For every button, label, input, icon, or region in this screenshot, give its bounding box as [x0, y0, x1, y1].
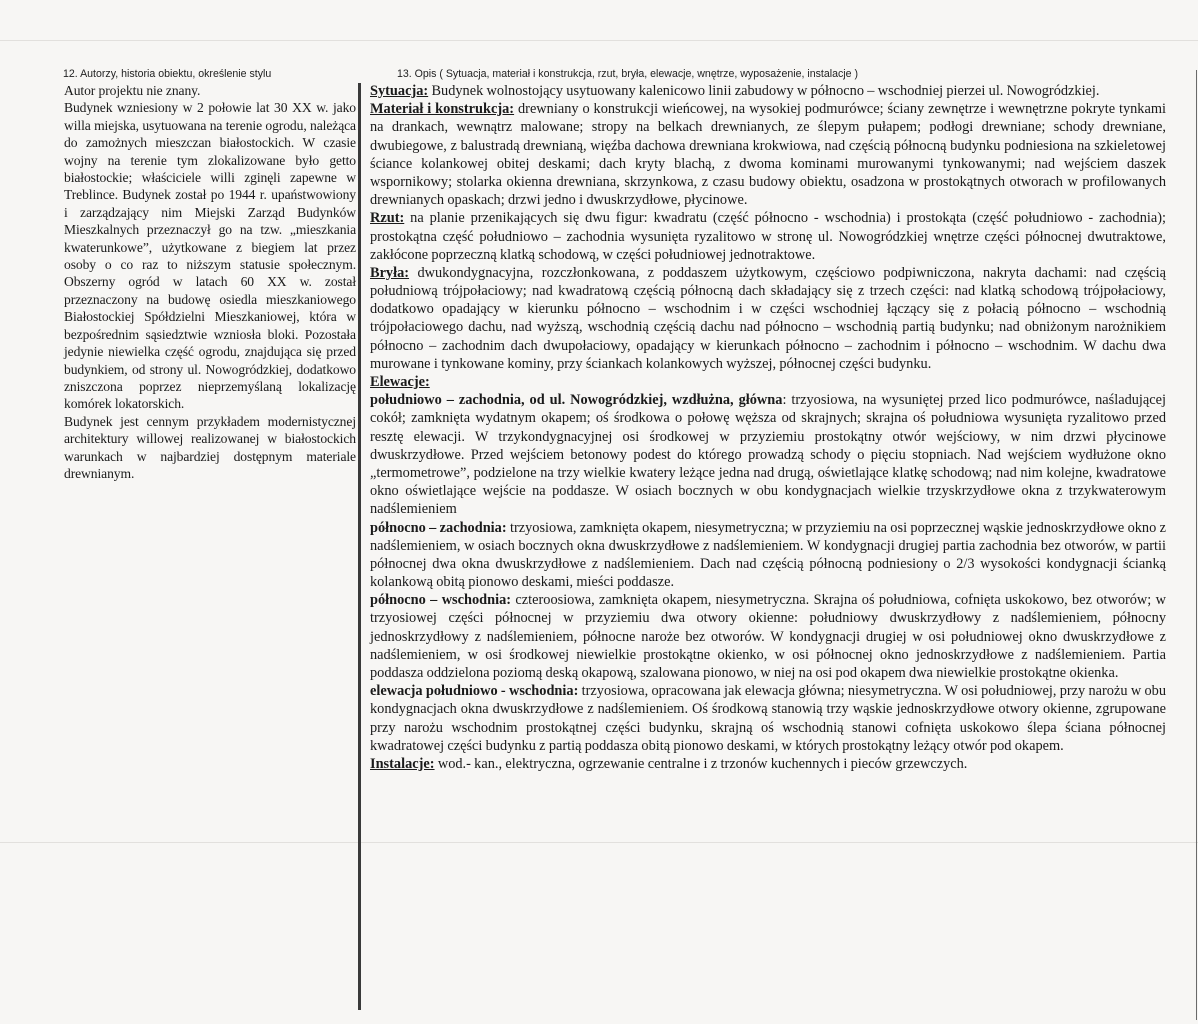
- paper-fold-line: [0, 40, 1198, 41]
- rzut-text: na planie przenikających się dwu figur: kwadratu (część północno - wschodnia) i prostokąta (część południowo - zachodnia); prostokątna część południowo – zachodnia wysunięta ryzalitowo w stronę ul. Nowogródzkiej wnętrze części północnej dwutraktowe, zakłócone poprzeczną klatką schodową, w części południowej jednotraktowe.: [370, 210, 1166, 263]
- material-heading: Materiał i konstrukcja:: [370, 101, 515, 118]
- elevation-sw: [370, 391, 1166, 518]
- elevation-se-heading: elewacja południowo - wschodnia:: [370, 683, 579, 700]
- section-instalacje: [370, 755, 1166, 773]
- elevation-se: [370, 682, 1166, 755]
- section-sytuacja: [370, 82, 1166, 100]
- elevation-sw-text: : trzyosiowa, na wysuniętej przed lico podmurówce, naśladującej cokół; zamknięta wydatnym okapem; oś środkowa o połowę węższa od skrajnych; skrajna oś południowa wysunięta ryzalitowo przed resztę elewacji. W trzykondygnacyjnej osi środkowej w przyziemiu prostokątny otwór wejściowy, w nim drzwi płycinowe dwuskrzydłowe. Przed wejściem betonowy podest do którego prowadzą schody o pięciu stopniach. Nad wejściem wydłużone okno „termometrowe”, podzielone na trzy wielkie kwatery leżące jedna nad drugą, oświetlające klatkę schodową; nad nim kolejne, kwadratowe okno oświetlające wejście na poddasze. W osiach bocznych w obu kondygnacjach wielkie trzyskrzydłowe okna z trzykwaterowym nadślemieniem: [370, 392, 1166, 518]
- elevation-nw-heading: północno – zachodnia:: [370, 519, 507, 536]
- elevation-ne-heading: północno – wschodnia:: [370, 592, 512, 609]
- elevation-nw: [370, 519, 1166, 592]
- section-elewacje: [370, 373, 1166, 391]
- history-column: [64, 82, 356, 482]
- history-paragraph: Budynek wzniesiony w 2 połowie lat 30 XX w. jako willa miejska, usytuowana na terenie ogrodu, należąca do zamożnych mieszczan białostockich. W czasie wojny na terenie tym zlokalizowane było getto białostockie; właściciele willi zginęli zapewne w Treblince. Budynek został po 1944 r. upaństwowiony i zarządzający nim Miejski Zarząd Budynków Mieszkalnych przeznaczył go na tzw. „mieszkania kwaterunkowe”, użytkowane z biegiem lat przez osoby o co raz to niższym statusie społecznym. Obszerny ogród w latach 60 XX w. został przeznaczony na budowę osiedla mieszkaniowego Białostockiej Spółdzielni Mieszkaniowej, która w bezpośrednim sąsiedztwie wzniosła bloki. Pozostała jedynie niewielka część ogrodu, znajdująca się przed budynkiem, od strony ul. Nowogródzkiej, dodatkowo zniszczona poprzez nieprzemyślaną lokalizację komórek lokatorskich.: [64, 100, 356, 412]
- paper-fold-line: [0, 842, 1198, 843]
- material-text: drewniany o konstrukcji wieńcowej, na wysokiej podmurówce; ściany zewnętrze i wewnętrzne pokryte tynkami na drankach, wewnątrz malowane; stropy na belkach drewnianych, ze ślepym pułapem; podłogi drewniane; schody drewniane, dwubiegowe, z balustradą drewnianą, więźba dachowa drewniana krokwiowa, nad częścią północną budynku podniesiona na szkieletowej ściance kolankowej obitej deskami; dach kryty blachą, z dwoma kominami murowanymi tynkowanymi; nad wejściem daszek wspornikowy; stolarka okienna drewniana, skrzynkowa, z czasu budowy obiektu, osadzona w prostokątnych otworach w profilowanych drewnianych opaskach; drzwi jedno i dwuskrzydłowe, płycinowe.: [370, 101, 1166, 209]
- right-edge-line: [1196, 70, 1197, 1020]
- elevation-sw-heading: południowo – zachodnia, od ul. Nowogródzkiej, wzdłużna, główna: [370, 392, 783, 409]
- bryla-text: dwukondygnacyjna, rozczłonkowana, z poddaszem użytkowym, częściowo podpiwniczona, nakryta dachami: nad częścią południową trójpołaciowy; nad kwadratową częścią północną dach składający się z trzech części: nad klatką schodową trójpołaciowy, dodatkowo opadający w kierunku północno – wschodnim i w części wschodniej łączący się z połacią północno – wschodnią trójpołaciowego dachu, nad wyższą, wschodnią częścią dachu nad północno – wschodnią partią budynku; nad obniżonym narożnikiem północno – zachodnim dach dwupołaciowy, opadający w kierunkach północno – zachodnim i północno – wschodnim. W dachu dwa murowane i tynkowane kominy, przy ściankach kolankowych wyższej, północnej części budynku.: [370, 264, 1166, 372]
- section-material: [370, 100, 1166, 209]
- elevation-se-text: trzyosiowa, opracowana jak elewacja główna; niesymetryczna. W osi południowej, przy narożu w obu kondygnacjach okna dwuskrzydłowe z nadślemieniem. Oś środkową stanowią trzy wąskie jednoskrzydłowe otwory okienne, zgrupowane przy narożu wschodnim prostokątnej części budynku, skrajną oś wschodnią stanowi cofnięta uskokowo ślepa ściana północnej kwadratowej części budynku z partią poddasza obitą pionowo deskami, w których prostokątny leżący otwór pod okapem.: [370, 683, 1166, 754]
- column-divider: [358, 83, 361, 1010]
- left-column-header: 12. Autorzy, historia obiektu, określenie stylu: [63, 68, 272, 80]
- elevation-ne-text: czteroosiowa, zamknięta okapem, niesymetryczna. Skrajna oś południowa, cofnięta uskokowo, bez otworów; w trzyosiowej części północnej w przyziemiu dwa otwory okienne: południowy dwuskrzydłowy z nadślemieniem, północny jednoskrzydłowy z nadślemieniem, północne naroże bez otworów. W kondygnacji drugiej w osi południowej okno dwuskrzydłowe z nadślemieniem, w osi środkowej niewielkie prostokątne okienko, w osi północnej okno jednoskrzydłowe z nadślemieniem. Partia poddasza oddzielona poziomą deską okapową, szalowana pionowo, w niej na osi pod okapem dwa niewielkie prostokątne okienka.: [370, 592, 1166, 681]
- instalacje-heading: Instalacje:: [370, 755, 435, 772]
- sytuacja-text: Budynek wolnostojący usytuowany kalenicowo linii zabudowy w północno – wschodniej pierzei ul. Nowogródzkiej.: [428, 83, 1100, 99]
- sytuacja-heading: Sytuacja:: [370, 83, 429, 99]
- rzut-heading: Rzut:: [370, 210, 405, 227]
- right-column-header: 13. Opis ( Sytuacja, materiał i konstrukcja, rzut, bryła, elewacje, wnętrze, wyposażenie, instalacje ): [397, 68, 859, 80]
- bryla-heading: Bryła:: [370, 264, 410, 281]
- elevation-ne: [370, 591, 1166, 682]
- elewacje-heading: Elewacje:: [370, 374, 430, 390]
- section-bryla: [370, 264, 1166, 373]
- author-line: Autor projektu nie znany.: [64, 83, 201, 98]
- instalacje-text: wod.- kan., elektryczna, ogrzewanie centralne i z trzonów kuchennych i pieców grzewczych.: [434, 755, 968, 772]
- style-paragraph: Budynek jest cennym przykładem modernistycznej architektury willowej realizowanej w białostockich warunkach w najbardziej dostępnym materiale drewnianym.: [64, 413, 356, 481]
- section-rzut: [370, 209, 1166, 264]
- description-column: [370, 82, 1166, 773]
- elevation-nw-text: trzyosiowa, zamknięta okapem, niesymetryczna; w przyziemiu na osi poprzecznej wąskie jednoskrzydłowe okno z nadślemieniem, w osiach bocznych okna dwuskrzydłowe z nadślemieniem. W kondygnacji drugiej partia zachodnia bez otworów, w partii północnej dwa okna dwuskrzydłowe z nadślemieniem. Dach nad częścią północną podniesiony o 2/3 wysokości kondygnacji ścianką kolankową obitą pionowo deskami, mieści poddasze.: [370, 519, 1166, 591]
